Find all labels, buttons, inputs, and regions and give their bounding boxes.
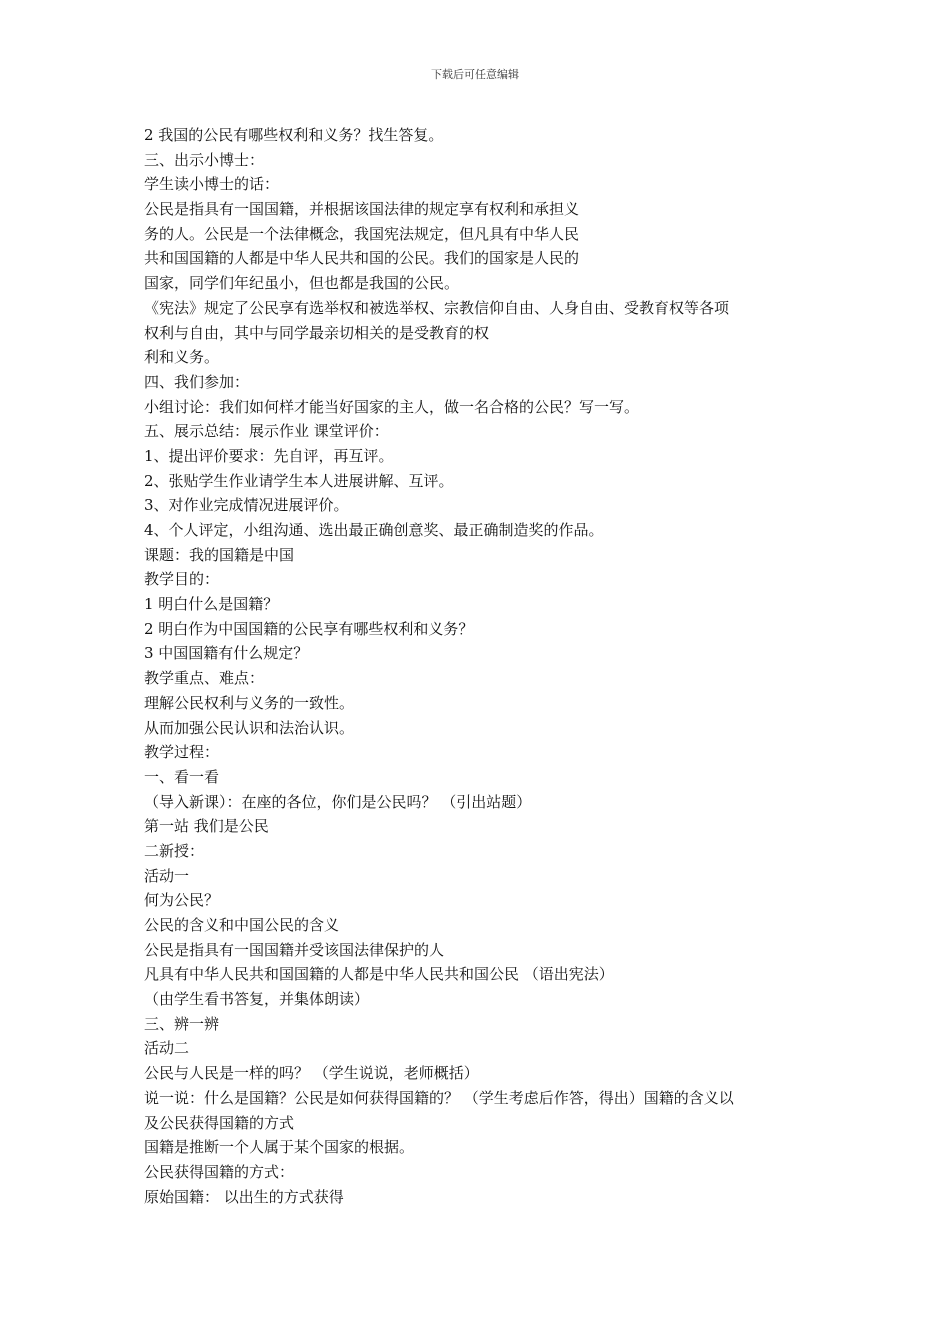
text-line: 三、出示小博士： xyxy=(144,150,265,169)
text-line: 公民是指具有一国国籍，并根据该国法律的规定享有权利和承担义 xyxy=(144,200,580,219)
text-line: 凡具有中华人民共和国国籍的人都是中华人民共和国公民 （语出宪法） xyxy=(144,965,614,984)
text-line: 三、辨一辨 xyxy=(144,1014,220,1033)
text-line: 共和国国籍的人都是中华人民共和国的公民。我们的国家是人民的 xyxy=(144,249,580,268)
text-line: 《宪法》规定了公民享有选举权和被选举权、宗教信仰自由、人身自由、受教育权等各项 xyxy=(144,298,730,317)
text-line: 五、展示总结：展示作业 课堂评价： xyxy=(144,422,389,441)
text-line: 国家，同学们年纪虽小，但也都是我国的公民。 xyxy=(144,274,460,293)
text-line: 教学目的： xyxy=(144,570,220,589)
text-line: 权利与自由，其中与同学最亲切相关的是受教育的权 xyxy=(144,323,490,342)
text-line: 教学过程： xyxy=(144,743,220,762)
text-line: 学生读小博士的话： xyxy=(144,175,280,194)
text-line: 从而加强公民认识和法治认识。 xyxy=(144,718,355,737)
text-line: 务的人。公民是一个法律概念，我国宪法规定，但凡具有中华人民 xyxy=(144,224,580,243)
text-line: 一、看一看 xyxy=(144,767,220,786)
text-line: 说一说：什么是国籍？公民是如何获得国籍的？ （学生考虑后作答，得出）国籍的含义以 xyxy=(144,1088,734,1107)
text-line: 公民的含义和中国公民的含义 xyxy=(144,916,340,934)
text-line: 活动一 xyxy=(144,866,190,885)
text-line: 理解公民权利与义务的一致性。 xyxy=(144,693,355,712)
page-header: 下载后可任意编辑 xyxy=(431,68,519,81)
text-line: 四、我们参加： xyxy=(144,372,250,391)
text-line: 2 我国的公民有哪些权利和义务？找生答复。 xyxy=(144,126,444,144)
text-line: 及公民获得国籍的方式 xyxy=(144,1113,295,1132)
text-line: 4、个人评定，小组沟通、选出最正确创意奖、最正确制造奖的作品。 xyxy=(144,521,604,539)
text-line: 课题：我的国籍是中国 xyxy=(144,545,295,564)
text-line: 何为公民？ xyxy=(144,891,220,910)
text-line: 公民是指具有一国国籍并受该国法律保护的人 xyxy=(144,940,445,959)
text-line: 2、张贴学生作业请学生本人进展讲解、互评。 xyxy=(144,471,454,490)
text-line: 3 中国国籍有什么规定？ xyxy=(144,644,309,663)
text-line: 教学重点、难点： xyxy=(144,669,265,688)
text-line: 1、提出评价要求：先自评，再互评。 xyxy=(144,446,394,465)
text-line: （导入新课）：在座的各位，你们是公民吗？ （引出站题） xyxy=(144,792,532,811)
text-line: 2 明白作为中国国籍的公民享有哪些权利和义务？ xyxy=(144,619,474,638)
text-line: 公民与人民是一样的吗？ （学生说说，老师概括） xyxy=(144,1064,479,1083)
text-line: 公民获得国籍的方式： xyxy=(144,1162,295,1181)
text-line: 第一站 我们是公民 xyxy=(144,817,269,836)
text-line: 小组讨论：我们如何样才能当好国家的主人，做一名合格的公民？写一写。 xyxy=(144,397,640,416)
text-line: 国籍是推断一个人属于某个国家的根据。 xyxy=(144,1138,415,1157)
text-line: 原始国籍： 以出生的方式获得 xyxy=(144,1187,344,1206)
text-line: 1 明白什么是国籍？ xyxy=(144,595,279,614)
text-line: （由学生看书答复，并集体朗读） xyxy=(144,990,370,1009)
text-line: 活动二 xyxy=(144,1039,190,1058)
document-body xyxy=(144,123,814,1209)
text-line: 二新授： xyxy=(144,841,205,860)
text-line: 3、对作业完成情况进展评价。 xyxy=(144,496,349,515)
text-line: 利和义务。 xyxy=(144,348,220,367)
